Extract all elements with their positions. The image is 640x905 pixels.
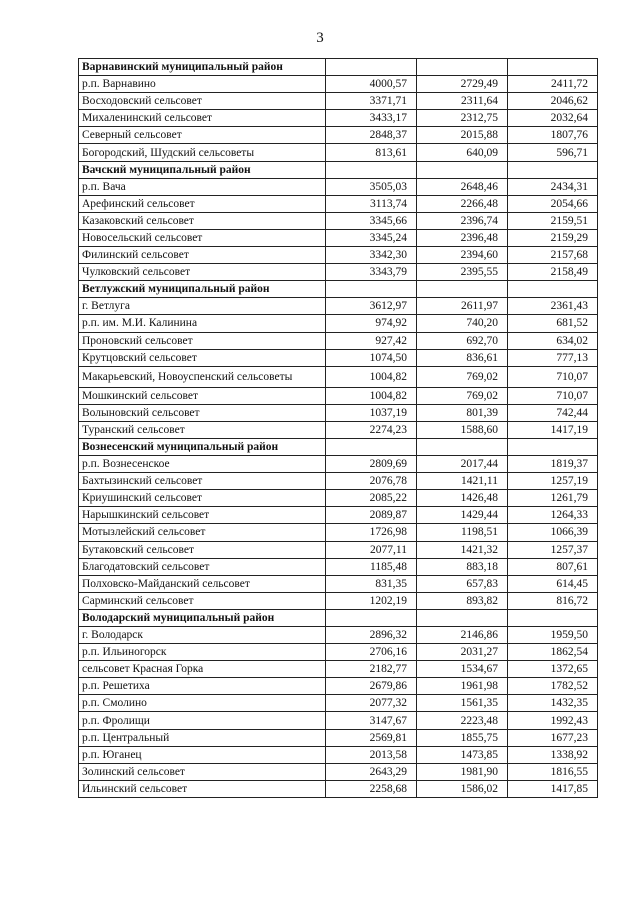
district-header-row xyxy=(79,161,598,178)
settlement-name: Чулковский сельсовет xyxy=(79,264,326,281)
value-cell-3: 1417,19 xyxy=(508,421,598,438)
table-row xyxy=(79,592,598,609)
table-row xyxy=(79,678,598,695)
settlement-name: р.п. Смолино xyxy=(79,695,326,712)
value-cell-1: 2089,87 xyxy=(326,507,417,524)
value-cell-2: 1198,51 xyxy=(417,524,508,541)
table-row xyxy=(79,780,598,797)
table-row xyxy=(79,404,598,421)
settlement-name: Проновский сельсовет xyxy=(79,332,326,349)
value-cell-1: 2076,78 xyxy=(326,473,417,490)
value-cell-3: 710,07 xyxy=(508,387,598,404)
settlement-name: Филинский сельсовет xyxy=(79,247,326,264)
value-cell-1: 1202,19 xyxy=(326,592,417,609)
value-cell-1: 2643,29 xyxy=(326,763,417,780)
value-cell-3: 2411,72 xyxy=(508,76,598,93)
settlement-name: р.п. им. М.И. Калинина xyxy=(79,315,326,332)
value-cell-2: 1429,44 xyxy=(417,507,508,524)
settlement-name: Мотызлейский сельсовет xyxy=(79,524,326,541)
value-cell-3: 596,71 xyxy=(508,144,598,161)
value-cell-2: 692,70 xyxy=(417,332,508,349)
value-cell-2: 2394,60 xyxy=(417,247,508,264)
empty-cell xyxy=(326,281,417,298)
empty-cell xyxy=(326,609,417,626)
settlement-name: Волыновский сельсовет xyxy=(79,404,326,421)
value-cell-3: 742,44 xyxy=(508,404,598,421)
settlement-name: Северный сельсовет xyxy=(79,127,326,144)
value-cell-2: 2396,74 xyxy=(417,212,508,229)
value-cell-2: 1421,11 xyxy=(417,473,508,490)
district-name: Вознесенский муниципальный район xyxy=(79,438,326,455)
settlement-name: Бутаковский сельсовет xyxy=(79,541,326,558)
value-cell-3: 1372,65 xyxy=(508,661,598,678)
value-cell-2: 1426,48 xyxy=(417,490,508,507)
table-row xyxy=(79,264,598,281)
table-row xyxy=(79,575,598,592)
settlement-name: Ильинский сельсовет xyxy=(79,780,326,797)
value-cell-3: 1257,37 xyxy=(508,541,598,558)
empty-cell xyxy=(508,59,598,76)
value-cell-3: 2032,64 xyxy=(508,110,598,127)
empty-cell xyxy=(326,438,417,455)
value-cell-1: 2679,86 xyxy=(326,678,417,695)
value-cell-3: 2159,29 xyxy=(508,229,598,246)
empty-cell xyxy=(417,281,508,298)
value-cell-1: 2077,11 xyxy=(326,541,417,558)
value-cell-3: 1782,52 xyxy=(508,678,598,695)
value-cell-2: 883,18 xyxy=(417,558,508,575)
table-row xyxy=(79,298,598,315)
value-cell-1: 3345,24 xyxy=(326,229,417,246)
value-cell-2: 2395,55 xyxy=(417,264,508,281)
table-row xyxy=(79,110,598,127)
settlement-name: Восходовский сельсовет xyxy=(79,93,326,110)
table-row xyxy=(79,746,598,763)
value-cell-2: 893,82 xyxy=(417,592,508,609)
value-cell-3: 2434,31 xyxy=(508,178,598,195)
value-cell-3: 1257,19 xyxy=(508,473,598,490)
settlement-name: Нарышкинский сельсовет xyxy=(79,507,326,524)
table-row xyxy=(79,229,598,246)
district-name: Варнавинский муниципальный район xyxy=(79,59,326,76)
table-row xyxy=(79,729,598,746)
value-cell-1: 1185,48 xyxy=(326,558,417,575)
value-cell-1: 3343,79 xyxy=(326,264,417,281)
value-cell-2: 1588,60 xyxy=(417,421,508,438)
empty-cell xyxy=(417,59,508,76)
settlement-name: Полховско-Майданский сельсовет xyxy=(79,575,326,592)
value-cell-1: 1004,82 xyxy=(326,387,417,404)
settlement-name: р.п. Варнавино xyxy=(79,76,326,93)
value-cell-2: 2015,88 xyxy=(417,127,508,144)
settlement-name: г. Володарск xyxy=(79,627,326,644)
table-row xyxy=(79,763,598,780)
table-row xyxy=(79,212,598,229)
district-header-row xyxy=(79,609,598,626)
settlement-name: Крутцовский сельсовет xyxy=(79,349,326,366)
value-cell-1: 4000,57 xyxy=(326,76,417,93)
empty-cell xyxy=(326,59,417,76)
value-cell-1: 2085,22 xyxy=(326,490,417,507)
value-cell-1: 2182,77 xyxy=(326,661,417,678)
value-cell-1: 2809,69 xyxy=(326,456,417,473)
value-cell-2: 657,83 xyxy=(417,575,508,592)
table-row xyxy=(79,93,598,110)
value-cell-2: 801,39 xyxy=(417,404,508,421)
value-cell-2: 2611,97 xyxy=(417,298,508,315)
value-cell-2: 1421,32 xyxy=(417,541,508,558)
table-row xyxy=(79,507,598,524)
settlement-name: Казаковский сельсовет xyxy=(79,212,326,229)
settlement-name: г. Ветлуга xyxy=(79,298,326,315)
value-cell-1: 831,35 xyxy=(326,575,417,592)
district-name: Ветлужский муниципальный район xyxy=(79,281,326,298)
empty-cell xyxy=(508,609,598,626)
district-name: Вачский муниципальный район xyxy=(79,161,326,178)
value-cell-2: 1586,02 xyxy=(417,780,508,797)
value-cell-1: 2848,37 xyxy=(326,127,417,144)
table-row xyxy=(79,644,598,661)
value-cell-1: 1037,19 xyxy=(326,404,417,421)
table-row xyxy=(79,247,598,264)
settlement-name: Бахтызинский сельсовет xyxy=(79,473,326,490)
table-row xyxy=(79,541,598,558)
value-cell-2: 2017,44 xyxy=(417,456,508,473)
value-cell-3: 2046,62 xyxy=(508,93,598,110)
settlement-name: р.п. Фролищи xyxy=(79,712,326,729)
table-body xyxy=(79,59,598,798)
value-cell-1: 974,92 xyxy=(326,315,417,332)
value-cell-2: 2031,27 xyxy=(417,644,508,661)
value-cell-3: 1338,92 xyxy=(508,746,598,763)
table-row xyxy=(79,558,598,575)
value-cell-2: 2312,75 xyxy=(417,110,508,127)
district-name: Володарский муниципальный район xyxy=(79,609,326,626)
value-cell-3: 2158,49 xyxy=(508,264,598,281)
settlement-name: р.п. Вознесенское xyxy=(79,456,326,473)
settlement-name: р.п. Решетиха xyxy=(79,678,326,695)
value-cell-1: 927,42 xyxy=(326,332,417,349)
empty-cell xyxy=(417,609,508,626)
value-cell-3: 1816,55 xyxy=(508,763,598,780)
value-cell-1: 3147,67 xyxy=(326,712,417,729)
value-cell-3: 614,45 xyxy=(508,575,598,592)
value-cell-1: 2896,32 xyxy=(326,627,417,644)
value-cell-3: 1992,43 xyxy=(508,712,598,729)
value-cell-3: 2054,66 xyxy=(508,195,598,212)
table-row xyxy=(79,195,598,212)
table-row xyxy=(79,127,598,144)
table-row xyxy=(79,144,598,161)
value-cell-3: 1417,85 xyxy=(508,780,598,797)
empty-cell xyxy=(508,161,598,178)
value-cell-2: 1561,35 xyxy=(417,695,508,712)
value-cell-1: 3342,30 xyxy=(326,247,417,264)
value-cell-1: 3371,71 xyxy=(326,93,417,110)
district-header-row xyxy=(79,438,598,455)
table-row xyxy=(79,661,598,678)
empty-cell xyxy=(326,161,417,178)
value-cell-1: 2258,68 xyxy=(326,780,417,797)
page-number: 3 xyxy=(316,30,324,46)
value-cell-1: 1726,98 xyxy=(326,524,417,541)
table-row xyxy=(79,178,598,195)
value-cell-3: 1261,79 xyxy=(508,490,598,507)
value-cell-3: 2157,68 xyxy=(508,247,598,264)
table-row xyxy=(79,76,598,93)
value-cell-2: 1855,75 xyxy=(417,729,508,746)
value-cell-3: 777,13 xyxy=(508,349,598,366)
settlement-name: Богородский, Шудский сельсоветы xyxy=(79,144,326,161)
value-cell-3: 2361,43 xyxy=(508,298,598,315)
value-cell-2: 1534,67 xyxy=(417,661,508,678)
value-cell-3: 634,02 xyxy=(508,332,598,349)
settlement-name: Туранский сельсовет xyxy=(79,421,326,438)
value-cell-2: 2396,48 xyxy=(417,229,508,246)
table-row xyxy=(79,332,598,349)
value-cell-2: 1473,85 xyxy=(417,746,508,763)
value-cell-1: 3433,17 xyxy=(326,110,417,127)
empty-cell xyxy=(417,438,508,455)
value-cell-2: 2729,49 xyxy=(417,76,508,93)
value-cell-1: 1004,82 xyxy=(326,366,417,387)
value-cell-1: 2706,16 xyxy=(326,644,417,661)
table-row xyxy=(79,349,598,366)
value-cell-1: 3345,66 xyxy=(326,212,417,229)
settlement-name: Мошкинский сельсовет xyxy=(79,387,326,404)
table-row xyxy=(79,712,598,729)
value-cell-1: 1074,50 xyxy=(326,349,417,366)
value-cell-2: 769,02 xyxy=(417,366,508,387)
value-cell-2: 640,09 xyxy=(417,144,508,161)
table-row xyxy=(79,524,598,541)
value-cell-3: 710,07 xyxy=(508,366,598,387)
value-cell-1: 2569,81 xyxy=(326,729,417,746)
value-cell-1: 3113,74 xyxy=(326,195,417,212)
value-cell-3: 1807,76 xyxy=(508,127,598,144)
settlement-name: Сарминский сельсовет xyxy=(79,592,326,609)
settlement-name: р.п. Юганец xyxy=(79,746,326,763)
settlement-name: Благодатовский сельсовет xyxy=(79,558,326,575)
value-cell-2: 2146,86 xyxy=(417,627,508,644)
value-cell-1: 2013,58 xyxy=(326,746,417,763)
value-cell-2: 2648,46 xyxy=(417,178,508,195)
table-row xyxy=(79,490,598,507)
value-cell-3: 1862,54 xyxy=(508,644,598,661)
value-cell-2: 2223,48 xyxy=(417,712,508,729)
table-row xyxy=(79,315,598,332)
settlement-name: Арефинский сельсовет xyxy=(79,195,326,212)
table-row xyxy=(79,366,598,387)
table-row xyxy=(79,695,598,712)
value-cell-3: 1819,37 xyxy=(508,456,598,473)
settlement-name: Новосельский сельсовет xyxy=(79,229,326,246)
value-cell-3: 816,72 xyxy=(508,592,598,609)
value-cell-2: 836,61 xyxy=(417,349,508,366)
empty-cell xyxy=(508,281,598,298)
value-cell-2: 2311,64 xyxy=(417,93,508,110)
value-cell-3: 1677,23 xyxy=(508,729,598,746)
value-cell-2: 740,20 xyxy=(417,315,508,332)
table-row xyxy=(79,421,598,438)
value-cell-3: 2159,51 xyxy=(508,212,598,229)
value-cell-2: 1961,98 xyxy=(417,678,508,695)
value-cell-1: 3612,97 xyxy=(326,298,417,315)
settlement-name: р.п. Центральный xyxy=(79,729,326,746)
tariff-table xyxy=(78,58,598,798)
district-header-row xyxy=(79,281,598,298)
settlement-name: Макарьевский, Новоуспенский сельсоветы xyxy=(79,366,326,387)
value-cell-3: 681,52 xyxy=(508,315,598,332)
value-cell-1: 2077,32 xyxy=(326,695,417,712)
value-cell-3: 807,61 xyxy=(508,558,598,575)
table-row xyxy=(79,627,598,644)
settlement-name: Криушинский сельсовет xyxy=(79,490,326,507)
empty-cell xyxy=(508,438,598,455)
value-cell-1: 3505,03 xyxy=(326,178,417,195)
value-cell-2: 1981,90 xyxy=(417,763,508,780)
table-row xyxy=(79,456,598,473)
value-cell-3: 1264,33 xyxy=(508,507,598,524)
value-cell-2: 769,02 xyxy=(417,387,508,404)
empty-cell xyxy=(417,161,508,178)
table-row xyxy=(79,473,598,490)
settlement-name: р.п. Ильиногорск xyxy=(79,644,326,661)
settlement-name: сельсовет Красная Горка xyxy=(79,661,326,678)
value-cell-3: 1066,39 xyxy=(508,524,598,541)
value-cell-2: 2266,48 xyxy=(417,195,508,212)
value-cell-3: 1959,50 xyxy=(508,627,598,644)
district-header-row xyxy=(79,59,598,76)
settlement-name: р.п. Вача xyxy=(79,178,326,195)
settlement-name: Золинский сельсовет xyxy=(79,763,326,780)
table-row xyxy=(79,387,598,404)
value-cell-1: 2274,23 xyxy=(326,421,417,438)
settlement-name: Михаленинский сельсовет xyxy=(79,110,326,127)
value-cell-1: 813,61 xyxy=(326,144,417,161)
value-cell-3: 1432,35 xyxy=(508,695,598,712)
